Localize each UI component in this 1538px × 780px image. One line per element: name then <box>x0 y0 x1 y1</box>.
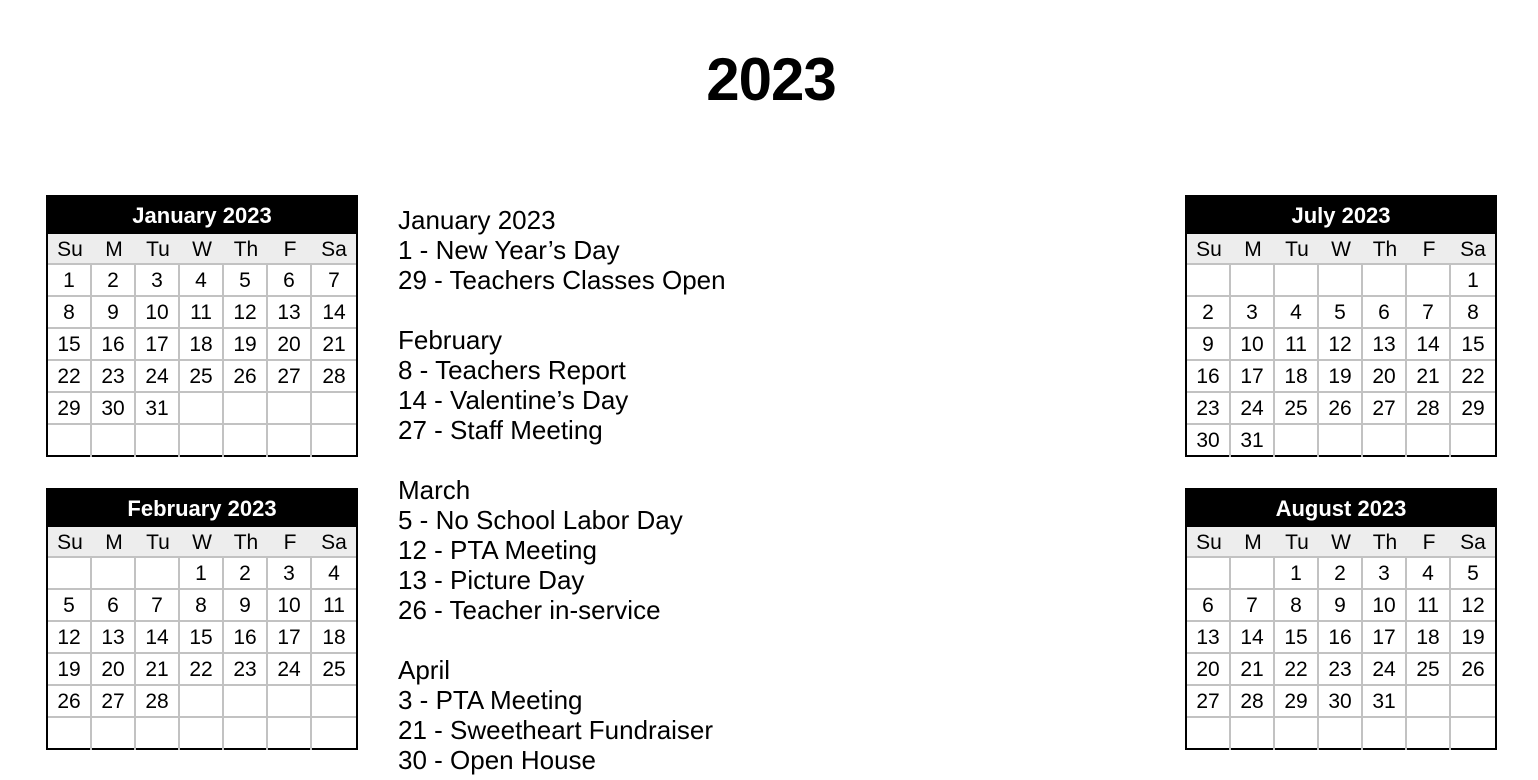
calendar-january <box>46 195 358 457</box>
calendar-day-cell: 14 <box>136 622 180 654</box>
weekday-label: Sa <box>1460 531 1486 554</box>
calendar-day-cell <box>1451 686 1495 718</box>
calendar-day-cell <box>48 425 92 457</box>
calendar-day-cell: 23 <box>1319 654 1363 686</box>
calendar-day-cell: 11 <box>312 590 356 622</box>
weekday-label: F <box>1422 531 1436 554</box>
calendar-day-cell <box>136 558 180 590</box>
calendar-day-cell <box>48 558 92 590</box>
calendar-day-cell <box>1275 718 1319 750</box>
weekday-label: W <box>1331 531 1351 554</box>
calendar-day-cell: 14 <box>1231 622 1275 654</box>
calendar-day-cell: 6 <box>92 590 136 622</box>
event-item: 5 - No School Labor Day <box>398 505 683 535</box>
calendar-day-cell: 1 <box>180 558 224 590</box>
weekday-label: Tu <box>1285 531 1309 554</box>
calendar-day-cell: 27 <box>268 361 312 393</box>
calendar-day-cell: 19 <box>1451 622 1495 654</box>
calendar-day-cell <box>1407 265 1451 297</box>
weekday-label: Tu <box>146 238 170 261</box>
weekday-label: W <box>1331 238 1351 261</box>
event-item: 3 - PTA Meeting <box>398 685 583 715</box>
calendar-day-cell <box>312 425 356 457</box>
calendar-day-cell: 3 <box>268 558 312 590</box>
calendar-day-cell: 3 <box>1363 558 1407 590</box>
events-list <box>398 205 726 780</box>
event-item: 1 - New Year’s Day <box>398 235 620 265</box>
event-month-group <box>398 655 726 775</box>
weekday-label: Th <box>233 238 259 261</box>
calendar-day-cell: 31 <box>1231 425 1275 457</box>
calendar-day-cell <box>1407 425 1451 457</box>
event-month-heading: February <box>398 325 503 355</box>
calendar-day-cell: 4 <box>312 558 356 590</box>
calendar-day-cell: 16 <box>92 329 136 361</box>
calendar-day-cell: 13 <box>1187 622 1231 654</box>
calendar-day-cell: 24 <box>136 361 180 393</box>
calendar-day-cell: 19 <box>1319 361 1363 393</box>
page-title: 2023 <box>706 46 836 113</box>
calendar-day-cell: 4 <box>1275 297 1319 329</box>
calendar-day-cell: 26 <box>224 361 268 393</box>
event-month-group <box>398 205 726 295</box>
calendar-day-cell: 21 <box>1407 361 1451 393</box>
calendar-day-cell <box>1451 425 1495 457</box>
calendar-day-cell: 10 <box>1363 590 1407 622</box>
calendar-day-cell <box>1451 718 1495 750</box>
calendar-day-cell <box>312 393 356 425</box>
calendar-day-cell <box>136 425 180 457</box>
calendar-day-cell <box>48 718 92 750</box>
calendar-day-cell: 7 <box>1407 297 1451 329</box>
weekday-header-row <box>48 234 356 265</box>
weekday-label: M <box>1244 238 1262 261</box>
calendar-day-cell <box>1363 718 1407 750</box>
event-month-group <box>398 475 726 625</box>
calendar-day-cell: 28 <box>1231 686 1275 718</box>
calendar-day-cell <box>1407 718 1451 750</box>
calendar-day-cell <box>1275 425 1319 457</box>
calendar-day-cell: 7 <box>136 590 180 622</box>
calendar-day-cell: 6 <box>268 265 312 297</box>
event-item: 27 - Staff Meeting <box>398 415 603 445</box>
calendar-day-cell: 7 <box>312 265 356 297</box>
calendar-day-cell: 9 <box>1319 590 1363 622</box>
calendar-day-cell: 30 <box>1187 425 1231 457</box>
calendar-day-cell: 29 <box>48 393 92 425</box>
calendar-day-cell: 9 <box>224 590 268 622</box>
calendar-day-cell <box>180 425 224 457</box>
weekday-label: F <box>283 531 297 554</box>
calendar-day-cell: 1 <box>1451 265 1495 297</box>
calendar-day-cell: 12 <box>1451 590 1495 622</box>
calendar-day-cell: 24 <box>1363 654 1407 686</box>
calendar-day-cell: 10 <box>136 297 180 329</box>
weekday-label: Sa <box>1460 238 1486 261</box>
calendar-month-title: February 2023 <box>48 490 356 527</box>
calendar-day-cell <box>312 718 356 750</box>
calendar-day-cell <box>1363 265 1407 297</box>
weekday-header-row <box>1187 527 1495 558</box>
calendar-day-cell: 26 <box>1451 654 1495 686</box>
calendar-day-cell <box>1275 265 1319 297</box>
calendar-day-cell: 18 <box>312 622 356 654</box>
weekday-label: Th <box>1372 531 1398 554</box>
event-item: 29 - Teachers Classes Open <box>398 265 726 295</box>
calendar-day-cell: 31 <box>1363 686 1407 718</box>
calendar-day-cell <box>1187 265 1231 297</box>
calendar-day-cell: 16 <box>1319 622 1363 654</box>
calendar-day-grid <box>1187 265 1495 457</box>
calendar-day-cell: 17 <box>1363 622 1407 654</box>
calendar-day-cell: 20 <box>268 329 312 361</box>
weekday-label: M <box>1244 531 1262 554</box>
calendar-day-cell: 2 <box>1187 297 1231 329</box>
calendar-day-cell <box>1187 718 1231 750</box>
calendar-day-cell <box>224 686 268 718</box>
calendar-day-cell: 2 <box>92 265 136 297</box>
calendar-month-title: January 2023 <box>48 197 356 234</box>
event-month-group <box>398 325 726 445</box>
event-item: 21 - Sweetheart Fundraiser <box>398 715 714 745</box>
calendar-day-cell: 12 <box>224 297 268 329</box>
calendar-day-cell: 3 <box>136 265 180 297</box>
calendar-day-cell <box>268 393 312 425</box>
calendar-day-cell <box>224 718 268 750</box>
weekday-label: Su <box>57 531 83 554</box>
calendar-day-cell <box>1363 425 1407 457</box>
calendar-february <box>46 488 358 750</box>
weekday-label: Th <box>1372 238 1398 261</box>
calendar-day-cell: 22 <box>1451 361 1495 393</box>
calendar-month-title: August 2023 <box>1187 490 1495 527</box>
calendar-day-cell: 21 <box>1231 654 1275 686</box>
calendar-day-cell: 10 <box>1231 329 1275 361</box>
calendar-day-cell: 28 <box>136 686 180 718</box>
weekday-header-row <box>1187 234 1495 265</box>
calendar-day-cell: 1 <box>1275 558 1319 590</box>
weekday-label: Tu <box>1285 238 1309 261</box>
calendar-day-cell: 24 <box>268 654 312 686</box>
calendar-day-cell <box>312 686 356 718</box>
event-month-heading: April <box>398 655 451 685</box>
event-item: 30 - Open House <box>398 745 597 775</box>
event-item: 13 - Picture Day <box>398 565 585 595</box>
calendar-day-cell <box>180 686 224 718</box>
calendar-day-cell: 17 <box>268 622 312 654</box>
calendar-day-cell: 24 <box>1231 393 1275 425</box>
calendar-day-cell: 13 <box>1363 329 1407 361</box>
calendar-day-cell <box>92 718 136 750</box>
calendar-day-cell: 12 <box>48 622 92 654</box>
weekday-label: W <box>192 238 212 261</box>
calendar-day-cell: 7 <box>1231 590 1275 622</box>
calendar-day-cell: 28 <box>1407 393 1451 425</box>
weekday-label: F <box>1422 238 1436 261</box>
calendar-day-cell <box>224 425 268 457</box>
calendar-day-cell: 30 <box>92 393 136 425</box>
calendar-day-cell: 11 <box>1407 590 1451 622</box>
calendar-day-cell: 10 <box>268 590 312 622</box>
calendar-day-cell <box>268 425 312 457</box>
calendar-day-cell: 29 <box>1275 686 1319 718</box>
calendar-day-cell: 27 <box>1187 686 1231 718</box>
calendar-day-cell: 6 <box>1363 297 1407 329</box>
calendar-day-cell: 12 <box>1319 329 1363 361</box>
calendar-day-cell: 26 <box>1319 393 1363 425</box>
calendar-day-cell: 25 <box>312 654 356 686</box>
weekday-label: Th <box>233 531 259 554</box>
event-month-heading: March <box>398 475 471 505</box>
weekday-header-row <box>48 527 356 558</box>
calendar-day-cell: 25 <box>180 361 224 393</box>
calendar-day-cell <box>1319 425 1363 457</box>
calendar-july <box>1185 195 1497 457</box>
calendar-day-cell <box>180 393 224 425</box>
calendar-day-cell: 5 <box>48 590 92 622</box>
calendar-day-cell: 8 <box>180 590 224 622</box>
calendar-day-cell: 26 <box>48 686 92 718</box>
calendar-day-cell <box>1231 718 1275 750</box>
event-item: 8 - Teachers Report <box>398 355 626 385</box>
calendar-day-cell: 25 <box>1407 654 1451 686</box>
calendar-day-cell: 5 <box>1451 558 1495 590</box>
calendar-day-cell: 14 <box>1407 329 1451 361</box>
calendar-day-cell: 21 <box>136 654 180 686</box>
calendar-day-cell <box>92 425 136 457</box>
calendar-day-cell: 18 <box>1407 622 1451 654</box>
calendar-day-cell <box>1319 718 1363 750</box>
calendar-day-cell <box>1187 558 1231 590</box>
calendar-day-cell: 8 <box>48 297 92 329</box>
weekday-label: Su <box>1196 531 1222 554</box>
calendar-day-cell: 5 <box>1319 297 1363 329</box>
calendar-day-cell: 8 <box>1275 590 1319 622</box>
calendar-day-cell: 16 <box>224 622 268 654</box>
weekday-label: M <box>105 531 123 554</box>
calendar-day-cell: 9 <box>92 297 136 329</box>
calendar-day-cell: 19 <box>48 654 92 686</box>
weekday-label: Su <box>1196 238 1222 261</box>
calendar-day-cell: 2 <box>1319 558 1363 590</box>
calendar-day-cell: 25 <box>1275 393 1319 425</box>
calendar-day-cell: 23 <box>224 654 268 686</box>
calendar-day-cell <box>180 718 224 750</box>
weekday-label: Sa <box>321 238 347 261</box>
calendar-day-cell: 1 <box>48 265 92 297</box>
calendar-day-cell: 3 <box>1231 297 1275 329</box>
calendar-day-cell <box>268 718 312 750</box>
weekday-label: Su <box>57 238 83 261</box>
calendar-day-cell: 18 <box>1275 361 1319 393</box>
calendar-day-cell: 27 <box>1363 393 1407 425</box>
calendar-day-cell: 15 <box>1451 329 1495 361</box>
calendar-day-cell: 15 <box>48 329 92 361</box>
calendar-day-cell: 22 <box>180 654 224 686</box>
calendar-day-grid <box>48 558 356 750</box>
calendar-day-cell <box>1319 265 1363 297</box>
calendar-day-cell: 11 <box>180 297 224 329</box>
calendar-day-cell: 16 <box>1187 361 1231 393</box>
calendar-day-cell: 29 <box>1451 393 1495 425</box>
calendar-day-cell <box>136 718 180 750</box>
calendar-day-cell: 23 <box>92 361 136 393</box>
weekday-label: Tu <box>146 531 170 554</box>
event-item: 14 - Valentine’s Day <box>398 385 629 415</box>
calendar-day-cell <box>1407 686 1451 718</box>
calendar-day-cell <box>268 686 312 718</box>
calendar-day-cell: 5 <box>224 265 268 297</box>
calendar-day-cell: 31 <box>136 393 180 425</box>
calendar-day-cell: 22 <box>48 361 92 393</box>
calendar-day-cell: 27 <box>92 686 136 718</box>
calendar-day-cell: 13 <box>92 622 136 654</box>
calendar-day-cell: 19 <box>224 329 268 361</box>
calendar-day-cell: 21 <box>312 329 356 361</box>
calendar-day-grid <box>48 265 356 457</box>
calendar-day-cell: 17 <box>136 329 180 361</box>
calendar-day-cell: 20 <box>1187 654 1231 686</box>
calendar-day-cell <box>1231 558 1275 590</box>
calendar-day-cell <box>92 558 136 590</box>
calendar-day-cell: 13 <box>268 297 312 329</box>
event-item: 12 - PTA Meeting <box>398 535 597 565</box>
weekday-label: W <box>192 531 212 554</box>
event-item: 26 - Teacher in-service <box>398 595 661 625</box>
weekday-label: M <box>105 238 123 261</box>
calendar-day-cell: 2 <box>224 558 268 590</box>
weekday-label: Sa <box>321 531 347 554</box>
weekday-label: F <box>283 238 297 261</box>
calendar-day-grid <box>1187 558 1495 750</box>
calendar-day-cell: 15 <box>180 622 224 654</box>
calendar-day-cell: 4 <box>180 265 224 297</box>
calendar-day-cell: 8 <box>1451 297 1495 329</box>
calendar-day-cell: 20 <box>92 654 136 686</box>
calendar-day-cell: 20 <box>1363 361 1407 393</box>
calendar-day-cell: 18 <box>180 329 224 361</box>
calendar-day-cell: 14 <box>312 297 356 329</box>
calendar-day-cell: 22 <box>1275 654 1319 686</box>
calendar-day-cell: 23 <box>1187 393 1231 425</box>
calendar-august <box>1185 488 1497 750</box>
calendar-day-cell: 11 <box>1275 329 1319 361</box>
calendar-day-cell: 15 <box>1275 622 1319 654</box>
calendar-day-cell <box>1231 265 1275 297</box>
calendar-day-cell: 30 <box>1319 686 1363 718</box>
calendar-day-cell <box>224 393 268 425</box>
calendar-day-cell: 6 <box>1187 590 1231 622</box>
calendar-day-cell: 28 <box>312 361 356 393</box>
event-month-heading: January 2023 <box>398 205 556 235</box>
calendar-day-cell: 17 <box>1231 361 1275 393</box>
calendar-month-title: July 2023 <box>1187 197 1495 234</box>
calendar-day-cell: 9 <box>1187 329 1231 361</box>
calendar-day-cell: 4 <box>1407 558 1451 590</box>
